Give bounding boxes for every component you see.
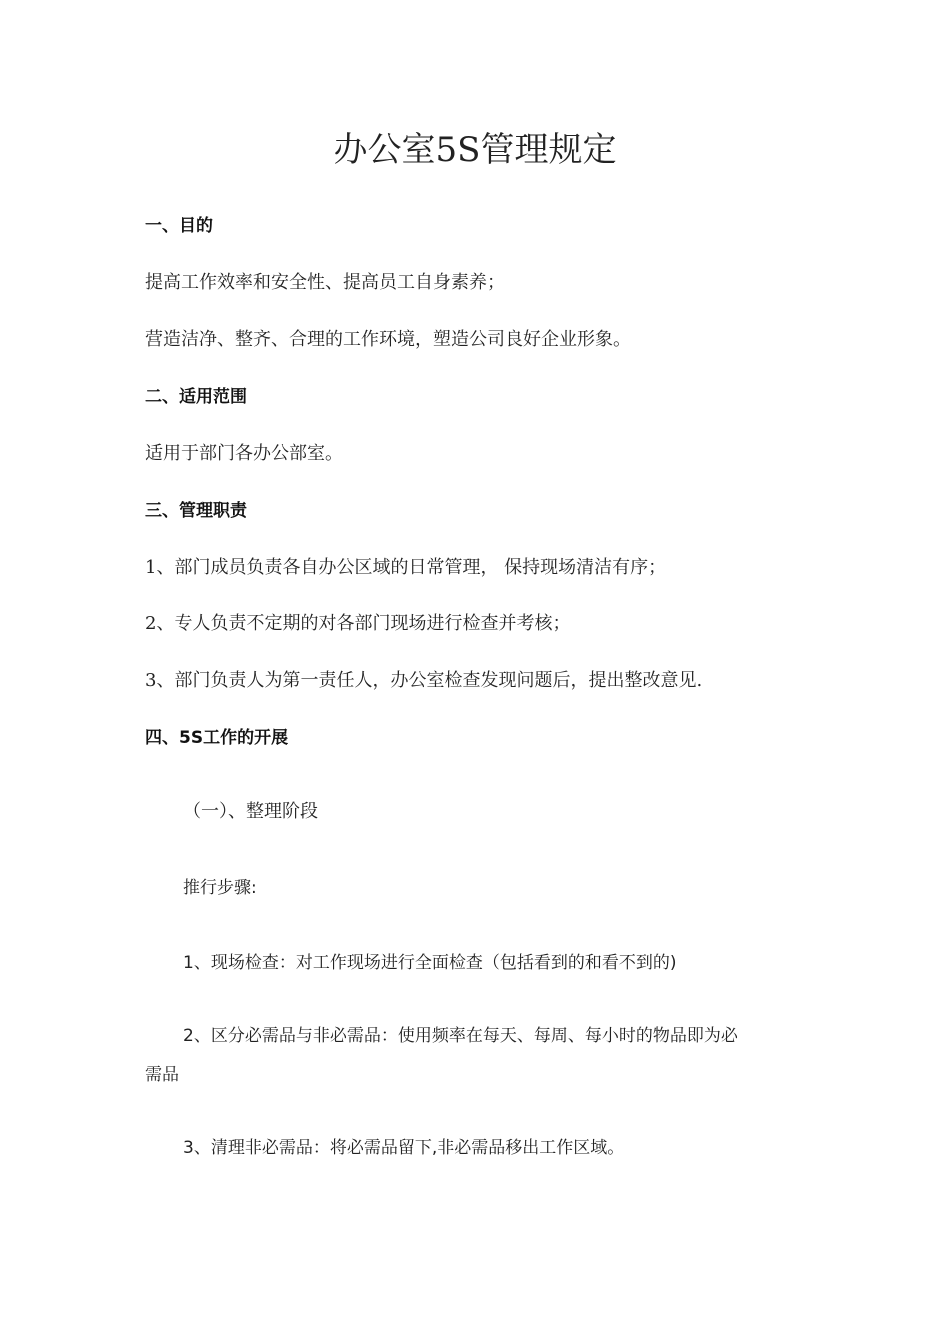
paragraph: 提高工作效率和安全性、提高员工自身素养； <box>145 272 505 293</box>
subsection-heading: （一）、整理阶段 <box>183 801 318 822</box>
step-item: 1、现场检查：对工作现场进行全面检查（包括看到的和看不到的) <box>183 953 677 973</box>
list-item: 3、部门负责人为第一责任人，办公室检查发现问题后，提出整改意见. <box>145 670 703 691</box>
step-item: 2、区分必需品与非必需品：使用频率在每天、每周、每小时的物品即为必 <box>183 1026 738 1046</box>
paragraph: 营造洁净、整齐、合理的工作环境，塑造公司良好企业形象。 <box>145 329 631 350</box>
list-item: 1、部门成员负责各自办公区域的日常管理， 保持现场清洁有序； <box>145 557 667 578</box>
steps-label: 推行步骤: <box>183 878 257 898</box>
list-item: 2、专人负责不定期的对各部门现场进行检查并考核； <box>145 613 571 634</box>
paragraph: 适用于部门各办公部室。 <box>145 443 343 464</box>
section-heading-5s-work: 四、5S工作的开展 <box>145 728 289 748</box>
section-heading-scope: 二、适用范围 <box>145 387 247 407</box>
document-title: 办公室5S管理规定 <box>333 130 617 170</box>
step-item-continuation: 需品 <box>145 1065 179 1085</box>
section-heading-purpose: 一、目的 <box>145 216 213 236</box>
step-item: 3、清理非必需品：将必需品留下,非必需品移出工作区域。 <box>183 1138 625 1158</box>
section-heading-responsibilities: 三、管理职责 <box>145 501 247 521</box>
